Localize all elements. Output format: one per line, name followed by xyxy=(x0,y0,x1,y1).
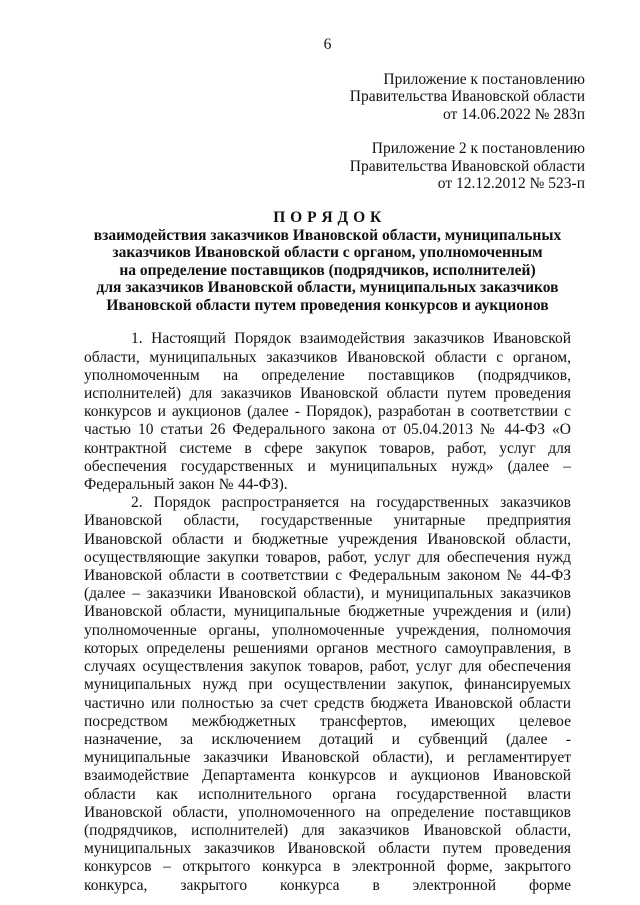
page-number: 6 xyxy=(323,36,332,53)
document-title-line: взаимодействия заказчиков Ивановской области, муниципальных xyxy=(93,226,562,244)
document-title-heading: П О Р Я Д О К xyxy=(273,209,382,227)
document-title-line: заказчиков Ивановской области с органом, уполномоченным xyxy=(112,244,543,262)
document-body xyxy=(84,330,571,894)
appendix-2-line-1: Приложение 2 к постановлению xyxy=(371,140,585,158)
appendix-2-line-3: от 12.12.2012 № 523-п xyxy=(437,175,585,193)
appendix-2-line-2: Правительства Ивановской области xyxy=(349,157,585,175)
paragraph-2: 2. Порядок распространяется на государственных заказчиков Ивановской области, государственные унитарные предприятия Ивановской области и бюджетные учреждения Ивановской области, осуществляющие закупки товаров, работ, услуг для обеспечения нужд Ивановской области в соответствии с Федеральным законом № 44-ФЗ (далее – заказчики Ивановской области), и муниципальных заказчиков Ивановской области, муниципальные бюджетные учреждения и (или) уполномоченные органы, уполномоченные учреждения, полномочия которых определены решениями органов местного самоуправления, в случаях осуществления закупок товаров, работ, услуг для обеспечения муниципальных нужд при осуществлении закупок, финансируемых частично или полностью за счет средств бюджета Ивановской области посредством межбюджетных трансфертов, имеющих целевое назначение, за исключением дотаций и субвенций (далее - муниципальные заказчики Ивановской области), и регламентирует взаимодействие Департамента конкурсов и аукционов Ивановской области как исполнительного органа государственной власти Ивановской области, уполномоченного на определение поставщиков (подрядчиков, исполнителей) для заказчиков Ивановской области, муниципальных заказчиков Ивановской области путем проведения конкурсов – открытого конкурса в электронной форме, закрытого конкурса, закрытого конкурса в электронной форме xyxy=(84,494,571,894)
document-title xyxy=(84,209,571,314)
document-title-line: Ивановской области путем проведения конкурсов и аукционов xyxy=(106,296,549,314)
appendix-1-line-2: Правительства Ивановской области xyxy=(349,88,585,106)
appendix-reference-2 xyxy=(84,140,585,192)
paragraph-1: 1. Настоящий Порядок взаимодействия заказчиков Ивановской области, муниципальных заказчиков Ивановской области с органом, уполномоченным на определение поставщиков (подрядчиков, исполнителей) для заказчиков Ивановской области путем проведения конкурсов и аукционов (далее - Порядок), разработан в соответствии с частью 10 статьи 26 Федерального закона от 05.04.2013 № 44-ФЗ «О контрактной системе в сфере закупок товаров, работ, услуг для обеспечения государственных и муниципальных нужд» (далее – Федеральный закон № 44-ФЗ). xyxy=(84,330,571,494)
appendix-reference-1 xyxy=(84,71,585,123)
appendix-1-line-1: Приложение к постановлению xyxy=(383,71,585,88)
document-title-line: для заказчиков Ивановской области, муниципальных заказчиков xyxy=(96,279,559,297)
document-title-line: на определение поставщиков (подрядчиков, исполнителей) xyxy=(119,261,536,279)
appendix-1-line-3: от 14.06.2022 № 283п xyxy=(442,105,585,123)
